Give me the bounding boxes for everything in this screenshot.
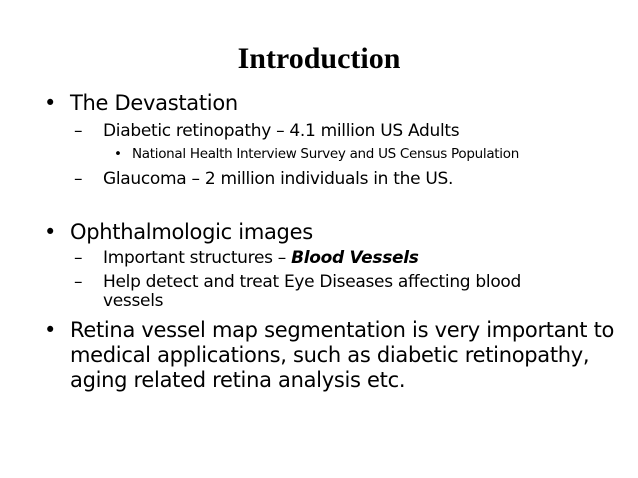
bullet-marker: • (114, 146, 122, 162)
bullet-marker: • (44, 318, 57, 342)
subsubitem-nhis: National Health Interview Survey and US Census Population (132, 146, 519, 162)
slide-title: Introduction (237, 42, 401, 75)
bullet-devastation: The Devastation (70, 91, 238, 115)
subitem-glaucoma: Glaucoma – 2 million individuals in the US. (103, 169, 454, 189)
bullet-marker: • (44, 220, 57, 244)
subitem-important-structures-prefix: Important structures – (103, 248, 292, 268)
bullet-retina-line3: aging related retina analysis etc. (70, 368, 406, 392)
bullet-retina-line1: Retina vessel map segmentation is very important to (70, 318, 615, 342)
dash-marker: – (74, 272, 83, 292)
blood-vessels-emphasis: Blood Vessels (291, 248, 419, 268)
dash-marker: – (74, 121, 83, 141)
dash-marker: – (74, 248, 83, 268)
subitem-help-detect-line1: Help detect and treat Eye Diseases affecting blood (103, 272, 522, 292)
bullet-marker: • (44, 91, 57, 115)
dash-marker: – (74, 169, 83, 189)
subitem-help-detect-line2: vessels (103, 291, 164, 311)
subitem-diabetic-retinopathy: Diabetic retinopathy – 4.1 million US Adults (103, 121, 460, 141)
bullet-ophthalmologic-images: Ophthalmologic images (70, 220, 313, 244)
bullet-retina-line2: medical applications, such as diabetic retinopathy, (70, 343, 590, 367)
subitem-important-structures (103, 248, 419, 269)
